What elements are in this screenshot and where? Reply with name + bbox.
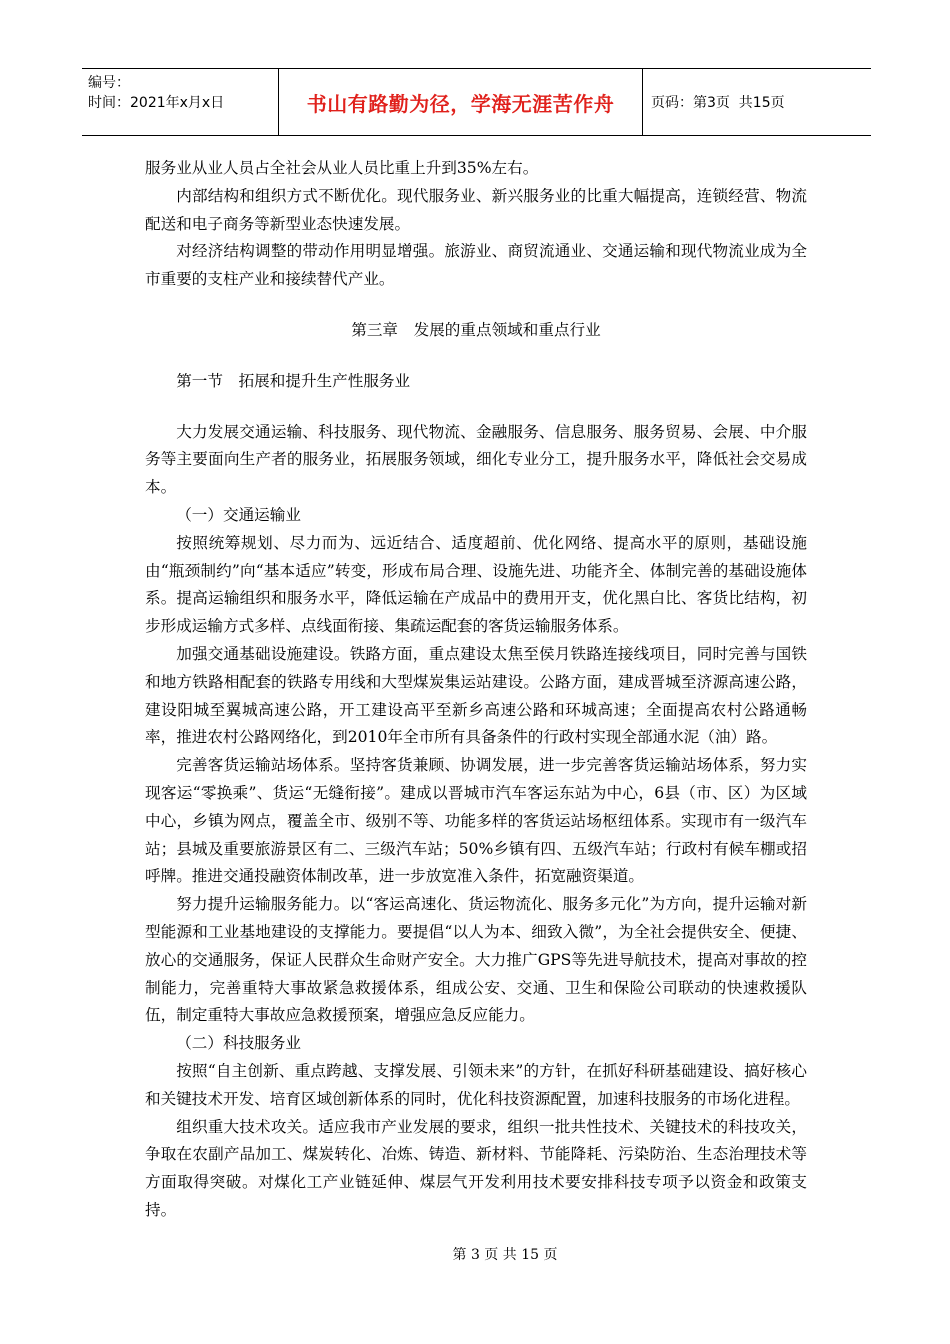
paragraph: 加强交通基础设施建设。铁路方面，重点建设太焦至侯月铁路连接线项目，同时完善与国铁和地方铁路相配套的铁路专用线和大型煤炭集运站建设。公路方面，建成晋城至济源高速公路，建设阳城至翼城高速公路，开工建设高平至新乡高速公路和环城高速；全面提高农村公路通畅率，推进农村公路网络化，到2010年全市所有具备条件的行政村实现全部通水泥（油）路。 <box>145 644 807 747</box>
header-meta <box>82 69 279 135</box>
header-motto: 书山有路勤为径，学海无涯苦作舟 <box>279 69 643 135</box>
paragraph: 按照统筹规划、尽力而为、远近结合、适度超前、优化网络、提高水平的原则，基础设施由“瓶颈制约”向“基本适应”转变，形成布局合理、设施先进、功能齐全、体制完善的基础设施体系。提高运输组织和服务水平，降低运输在产成品中的费用开支，优化黑白比、客货比结构，初步形成运输方式多样、点线面衔接、集疏运配套的客货运输服务体系。 <box>145 533 807 636</box>
section-title: 第一节 拓展和提升生产性服务业 <box>176 371 411 390</box>
paragraph: 对经济结构调整的带动作用明显增强。旅游业、商贸流通业、交通运输和现代物流业成为全市重要的支柱产业和接续替代产业。 <box>145 242 807 289</box>
subsection-title: （二）科技服务业 <box>176 1034 301 1053</box>
doc-time-label: 时间：2021年x月x日 <box>88 95 225 111</box>
subsection-title: （一）交通运输业 <box>176 505 301 524</box>
paragraph: 按照“自主创新、重点跨越、支撑发展、引领未来”的方针，在抓好科研基础建设、搞好核心和关键技术开发、培育区域创新体系的同时，优化科技资源配置，加速科技服务的市场化进程。 <box>145 1061 807 1108</box>
document-body <box>145 155 807 1225</box>
page-header <box>82 68 871 136</box>
chapter-title: 第三章 发展的重点领域和重点行业 <box>351 320 601 339</box>
paragraph: 大力发展交通运输、科技服务、现代物流、金融服务、信息服务、服务贸易、会展、中介服务等主要面向生产者的服务业，拓展服务领域，细化专业分工，提升服务水平，降低社会交易成本。 <box>145 422 807 497</box>
paragraph: 完善客货运输站场体系。坚持客货兼顾、协调发展，进一步完善客货运输站场体系，努力实现客运“零换乘”、货运“无缝衔接”。建成以晋城市汽车客运东站为中心，6县（市、区）为区域中心，乡镇为网点，覆盖全市、级别不等、功能多样的客货运站场枢纽体系。实现市有一级汽车站；县城及重要旅游景区有二、三级汽车站；50%乡镇有四、五级汽车站；行政村有候车棚或招呼牌。推进交通投融资体制改革，进一步放宽准入条件，拓宽融资渠道。 <box>145 756 807 886</box>
page-footer: 第 3 页 共 15 页 <box>452 1247 558 1263</box>
doc-number-label: 编号： <box>88 75 130 91</box>
paragraph: 内部结构和组织方式不断优化。现代服务业、新兴服务业的比重大幅提高，连锁经营、物流配送和电子商务等新型业态快速发展。 <box>145 186 807 233</box>
paragraph: 服务业从业人员占全社会从业人员比重上升到35%左右。 <box>145 159 539 177</box>
header-page-info <box>643 69 871 135</box>
paragraph: 组织重大技术攻关。适应我市产业发展的要求，组织一批共性技术、关键技术的科技攻关，争取在农副产品加工、煤炭转化、冶炼、铸造、新材料、节能降耗、污染防治、生态治理技术等方面取得突破。对煤化工产业链延伸、煤层气开发利用技术要安排科技专项予以资金和政策支持。 <box>145 1117 807 1219</box>
page-info-text: 页码：第3页 共15页 <box>651 95 785 111</box>
paragraph: 努力提升运输服务能力。以“客运高速化、货运物流化、服务多元化”为方向，提升运输对新型能源和工业基地建设的支撑能力。要提倡“以人为本、细致入微”，为全社会提供安全、便捷、放心的交通服务，保证人民群众生命财产安全。大力推广GPS等先进导航技术，提高对事故的控制能力，完善重特大事故紧急救援体系，组成公安、交通、卫生和保险公司联动的快速救援队伍，制定重特大事故应急救援预案，增强应急反应能力。 <box>145 895 807 1025</box>
